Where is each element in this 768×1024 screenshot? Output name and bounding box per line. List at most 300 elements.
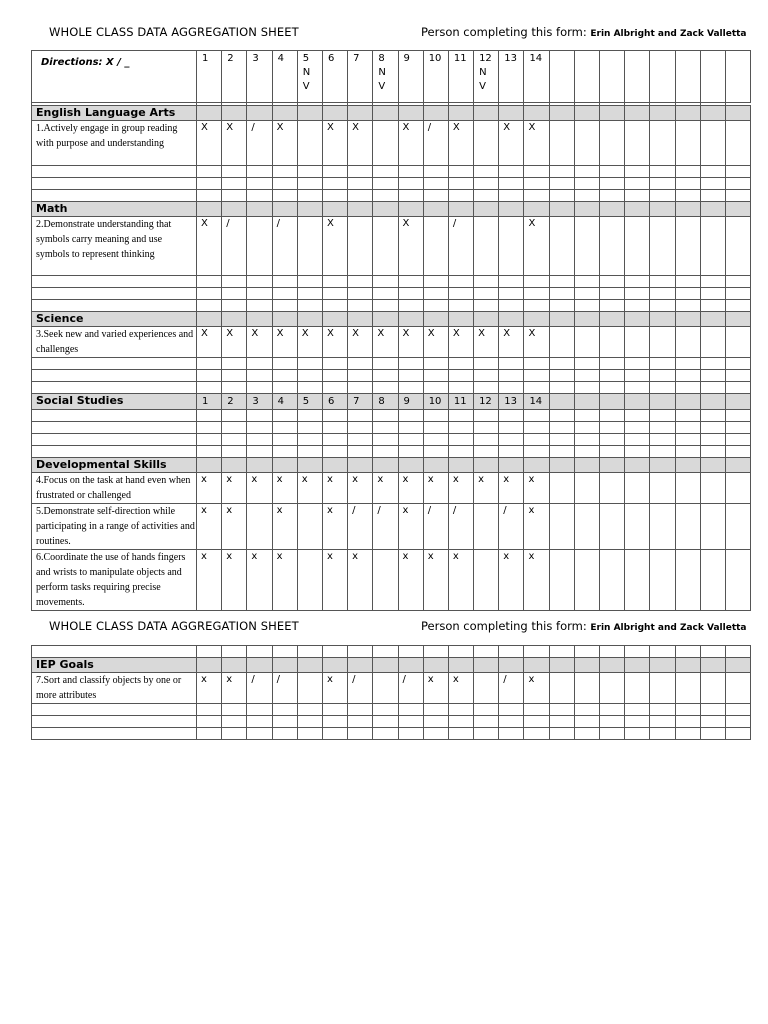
empty-cell	[398, 106, 423, 121]
column-number: 5 N V	[297, 51, 322, 103]
empty-cell	[725, 673, 750, 704]
empty-cell	[650, 704, 675, 716]
empty-cell	[650, 178, 675, 190]
empty-cell	[725, 422, 750, 434]
empty-cell	[574, 166, 599, 178]
empty-cell	[600, 446, 625, 458]
empty-cell	[222, 458, 247, 473]
mark-cell: X	[499, 327, 524, 358]
empty-cell	[549, 658, 574, 673]
empty-cell	[675, 202, 700, 217]
mark-cell: X	[448, 121, 473, 166]
empty-cell	[650, 300, 675, 312]
mark-cell	[297, 121, 322, 166]
mark-cell: /	[423, 121, 448, 166]
empty-cell	[625, 106, 650, 121]
mark-cell: /	[423, 504, 448, 550]
empty-cell	[222, 358, 247, 370]
mark-cell	[348, 217, 373, 276]
empty-cell	[600, 276, 625, 288]
empty-cell	[197, 300, 222, 312]
empty-cell	[549, 458, 574, 473]
empty-cell	[700, 327, 725, 358]
empty-cell	[549, 51, 574, 103]
mark-cell: x	[423, 473, 448, 504]
empty-cell	[725, 370, 750, 382]
empty-cell	[272, 658, 297, 673]
mark-cell: /	[247, 673, 272, 704]
empty-cell	[499, 382, 524, 394]
empty-cell	[272, 422, 297, 434]
mark-cell: x	[524, 550, 549, 611]
empty-cell	[549, 300, 574, 312]
empty-cell	[499, 106, 524, 121]
empty-cell	[297, 300, 322, 312]
empty-cell	[423, 422, 448, 434]
empty-cell	[524, 312, 549, 327]
empty-cell	[725, 658, 750, 673]
empty-cell	[373, 190, 398, 202]
empty-cell	[247, 646, 272, 658]
mark-cell: /	[272, 217, 297, 276]
empty-cell	[348, 288, 373, 300]
empty-cell	[32, 178, 197, 190]
mark-cell: X	[222, 121, 247, 166]
mark-cell: x	[499, 473, 524, 504]
empty-cell	[373, 728, 398, 740]
empty-cell	[700, 394, 725, 410]
mark-cell: X	[322, 121, 347, 166]
empty-cell	[725, 178, 750, 190]
empty-cell	[197, 276, 222, 288]
mark-cell: X	[272, 327, 297, 358]
empty-cell	[574, 190, 599, 202]
empty-cell	[197, 434, 222, 446]
empty-cell	[600, 422, 625, 434]
empty-cell	[625, 410, 650, 422]
empty-cell	[197, 288, 222, 300]
empty-cell	[574, 458, 599, 473]
mark-cell: x	[272, 504, 297, 550]
empty-cell	[675, 422, 700, 434]
empty-cell	[700, 504, 725, 550]
mark-cell	[297, 673, 322, 704]
empty-cell	[625, 434, 650, 446]
column-number: 7	[348, 51, 373, 103]
empty-cell	[675, 276, 700, 288]
mark-cell: X	[524, 327, 549, 358]
empty-cell	[297, 446, 322, 458]
empty-cell	[272, 178, 297, 190]
column-number: 7	[348, 394, 373, 410]
empty-cell	[600, 382, 625, 394]
empty-cell	[297, 202, 322, 217]
empty-cell	[348, 202, 373, 217]
empty-cell	[297, 728, 322, 740]
empty-cell	[247, 166, 272, 178]
empty-cell	[297, 646, 322, 658]
empty-cell	[675, 704, 700, 716]
empty-cell	[348, 370, 373, 382]
empty-cell	[700, 458, 725, 473]
section-name: Science	[32, 312, 197, 327]
column-number: 6	[322, 394, 347, 410]
empty-cell	[398, 646, 423, 658]
empty-cell	[423, 358, 448, 370]
empty-cell	[197, 728, 222, 740]
column-number: 9	[398, 394, 423, 410]
empty-cell	[197, 312, 222, 327]
person-completing-2: Person completing this form: Erin Albright and Zack Valletta	[421, 619, 747, 633]
empty-cell	[32, 422, 197, 434]
empty-cell	[197, 202, 222, 217]
empty-cell	[700, 473, 725, 504]
empty-cell	[675, 458, 700, 473]
empty-cell	[197, 422, 222, 434]
mark-cell	[499, 217, 524, 276]
empty-cell	[448, 658, 473, 673]
empty-cell	[700, 166, 725, 178]
mark-cell: /	[272, 673, 297, 704]
empty-cell	[222, 300, 247, 312]
empty-cell	[423, 646, 448, 658]
empty-cell	[600, 410, 625, 422]
section-header	[32, 106, 751, 121]
empty-cell	[650, 121, 675, 166]
empty-cell	[247, 300, 272, 312]
empty-cell	[524, 178, 549, 190]
mark-cell: x	[272, 550, 297, 611]
empty-cell	[373, 446, 398, 458]
empty-cell	[549, 704, 574, 716]
empty-cell	[675, 106, 700, 121]
mark-cell	[297, 550, 322, 611]
empty-cell	[474, 276, 499, 288]
mark-cell: x	[398, 473, 423, 504]
empty-cell	[247, 422, 272, 434]
empty-cell	[524, 434, 549, 446]
empty-cell	[600, 312, 625, 327]
empty-cell	[625, 646, 650, 658]
empty-cell	[574, 394, 599, 410]
empty-cell	[272, 704, 297, 716]
empty-cell	[700, 728, 725, 740]
column-number: 14	[524, 394, 549, 410]
empty-cell	[222, 382, 247, 394]
empty-cell	[272, 106, 297, 121]
column-number: 1	[197, 51, 222, 103]
empty-cell	[600, 728, 625, 740]
column-number: 12	[474, 394, 499, 410]
mark-cell: /	[398, 673, 423, 704]
mark-cell: X	[222, 327, 247, 358]
empty-cell	[222, 276, 247, 288]
column-number: 4	[272, 51, 297, 103]
empty-cell	[625, 673, 650, 704]
column-number: 3	[247, 51, 272, 103]
mark-cell: x	[222, 504, 247, 550]
mark-cell: x	[524, 504, 549, 550]
empty-cell	[574, 704, 599, 716]
mark-cell: x	[448, 673, 473, 704]
empty-cell	[499, 410, 524, 422]
mark-cell: x	[247, 473, 272, 504]
empty-cell	[650, 51, 675, 103]
empty-cell	[499, 704, 524, 716]
empty-cell	[725, 327, 750, 358]
empty-cell	[398, 704, 423, 716]
empty-cell	[600, 716, 625, 728]
empty-cell	[373, 434, 398, 446]
empty-cell	[650, 658, 675, 673]
empty-cell	[700, 51, 725, 103]
sheet-title: WHOLE CLASS DATA AGGREGATION SHEET	[49, 25, 299, 39]
empty-cell	[297, 704, 322, 716]
empty-cell	[700, 202, 725, 217]
table-row	[32, 673, 751, 704]
empty-cell	[322, 190, 347, 202]
empty-cell	[348, 716, 373, 728]
empty-cell	[348, 434, 373, 446]
empty-cell	[398, 658, 423, 673]
empty-cell	[650, 410, 675, 422]
empty-cell	[348, 276, 373, 288]
section-header	[32, 202, 751, 217]
section-name: Math	[32, 202, 197, 217]
empty-cell	[448, 202, 473, 217]
empty-cell	[675, 446, 700, 458]
empty-cell	[222, 646, 247, 658]
mark-cell: /	[448, 217, 473, 276]
empty-cell	[373, 202, 398, 217]
empty-cell	[574, 51, 599, 103]
empty-cell	[625, 422, 650, 434]
empty-cell	[625, 327, 650, 358]
empty-cell	[448, 178, 473, 190]
empty-cell	[524, 300, 549, 312]
table-row	[32, 217, 751, 276]
item-description: 6.Coordinate the use of hands fingers and wrists to manipulate objects and perform tasks requiring precise movements.	[32, 550, 197, 611]
empty-cell	[675, 716, 700, 728]
empty-cell	[474, 422, 499, 434]
empty-cell	[373, 106, 398, 121]
empty-cell	[499, 458, 524, 473]
empty-cell	[549, 121, 574, 166]
empty-cell	[675, 673, 700, 704]
empty-cell	[247, 704, 272, 716]
empty-cell	[650, 446, 675, 458]
empty-cell	[725, 716, 750, 728]
item-description: 3.Seek new and varied experiences and challenges	[32, 327, 197, 358]
empty-cell	[700, 190, 725, 202]
empty-cell	[574, 382, 599, 394]
empty-cell	[725, 646, 750, 658]
empty-cell	[222, 312, 247, 327]
empty-cell	[675, 358, 700, 370]
empty-cell	[373, 704, 398, 716]
empty-cell	[625, 704, 650, 716]
empty-cell	[247, 658, 272, 673]
mark-cell: X	[524, 121, 549, 166]
empty-cell	[448, 422, 473, 434]
empty-cell	[297, 458, 322, 473]
empty-cell	[700, 673, 725, 704]
empty-cell	[600, 370, 625, 382]
empty-cell	[625, 190, 650, 202]
empty-cell	[448, 276, 473, 288]
empty-cell	[247, 716, 272, 728]
empty-cell	[448, 434, 473, 446]
empty-cell	[322, 178, 347, 190]
empty-cell	[32, 300, 197, 312]
empty-cell	[32, 382, 197, 394]
item-description: 1.Actively engage in group reading with purpose and understanding	[32, 121, 197, 166]
empty-cell	[474, 178, 499, 190]
mark-cell: x	[322, 550, 347, 611]
empty-cell	[322, 658, 347, 673]
empty-cell	[524, 190, 549, 202]
empty-cell	[373, 312, 398, 327]
empty-cell	[499, 202, 524, 217]
empty-cell	[197, 178, 222, 190]
empty-cell	[675, 473, 700, 504]
empty-cell	[32, 728, 197, 740]
mark-cell: x	[348, 550, 373, 611]
empty-cell	[474, 410, 499, 422]
empty-cell	[675, 410, 700, 422]
empty-cell	[448, 106, 473, 121]
empty-cell	[448, 312, 473, 327]
empty-cell	[423, 312, 448, 327]
blank-row	[32, 716, 751, 728]
empty-cell	[423, 704, 448, 716]
section-gap	[32, 382, 751, 394]
mark-cell: x	[197, 673, 222, 704]
mark-cell: /	[448, 504, 473, 550]
empty-cell	[448, 716, 473, 728]
empty-cell	[272, 358, 297, 370]
section-header	[32, 458, 751, 473]
blank-row	[32, 728, 751, 740]
empty-cell	[675, 658, 700, 673]
empty-cell	[247, 190, 272, 202]
table-row	[32, 504, 751, 550]
section-header	[32, 312, 751, 327]
person-completing: Person completing this form: Erin Albright and Zack Valletta	[421, 25, 747, 39]
empty-cell	[197, 704, 222, 716]
mark-cell	[474, 673, 499, 704]
empty-cell	[549, 394, 574, 410]
empty-cell	[448, 190, 473, 202]
empty-cell	[197, 410, 222, 422]
empty-cell	[297, 422, 322, 434]
empty-cell	[373, 458, 398, 473]
empty-cell	[197, 106, 222, 121]
empty-cell	[348, 300, 373, 312]
empty-cell	[574, 276, 599, 288]
empty-cell	[348, 446, 373, 458]
mark-cell: x	[448, 473, 473, 504]
empty-cell	[373, 382, 398, 394]
empty-cell	[272, 434, 297, 446]
empty-cell	[297, 178, 322, 190]
empty-cell	[272, 300, 297, 312]
empty-cell	[272, 312, 297, 327]
mark-cell: X	[373, 327, 398, 358]
empty-cell	[474, 370, 499, 382]
mark-cell: X	[197, 217, 222, 276]
empty-cell	[524, 728, 549, 740]
empty-cell	[398, 288, 423, 300]
empty-cell	[222, 658, 247, 673]
empty-cell	[398, 358, 423, 370]
blank-row	[32, 358, 751, 370]
empty-cell	[322, 410, 347, 422]
empty-cell	[725, 300, 750, 312]
section-gap	[32, 446, 751, 458]
empty-cell	[247, 288, 272, 300]
empty-cell	[675, 166, 700, 178]
page-header-1	[0, 25, 768, 41]
empty-cell	[650, 422, 675, 434]
empty-cell	[348, 178, 373, 190]
empty-cell	[650, 327, 675, 358]
empty-cell	[725, 382, 750, 394]
empty-cell	[700, 382, 725, 394]
mark-cell	[423, 217, 448, 276]
empty-cell	[348, 190, 373, 202]
empty-cell	[675, 121, 700, 166]
empty-cell	[524, 202, 549, 217]
empty-cell	[549, 422, 574, 434]
empty-cell	[247, 410, 272, 422]
mark-cell: /	[348, 673, 373, 704]
empty-cell	[32, 410, 197, 422]
mark-cell: x	[322, 673, 347, 704]
mark-cell: x	[272, 473, 297, 504]
empty-cell	[272, 646, 297, 658]
empty-cell	[650, 166, 675, 178]
empty-cell	[398, 276, 423, 288]
empty-cell	[474, 202, 499, 217]
empty-cell	[423, 166, 448, 178]
empty-cell	[247, 358, 272, 370]
column-number: 8 N V	[373, 51, 398, 103]
empty-cell	[322, 422, 347, 434]
empty-cell	[499, 728, 524, 740]
empty-cell	[700, 106, 725, 121]
empty-cell	[625, 728, 650, 740]
empty-cell	[549, 370, 574, 382]
empty-cell	[700, 288, 725, 300]
empty-cell	[549, 673, 574, 704]
empty-cell	[625, 458, 650, 473]
column-number: 11	[448, 51, 473, 103]
empty-cell	[650, 106, 675, 121]
empty-cell	[322, 370, 347, 382]
empty-cell	[272, 190, 297, 202]
empty-cell	[650, 288, 675, 300]
empty-cell	[272, 166, 297, 178]
empty-cell	[574, 288, 599, 300]
empty-cell	[600, 288, 625, 300]
empty-cell	[524, 422, 549, 434]
mark-cell: /	[373, 504, 398, 550]
empty-cell	[398, 312, 423, 327]
empty-cell	[398, 716, 423, 728]
empty-cell	[549, 728, 574, 740]
empty-cell	[725, 190, 750, 202]
